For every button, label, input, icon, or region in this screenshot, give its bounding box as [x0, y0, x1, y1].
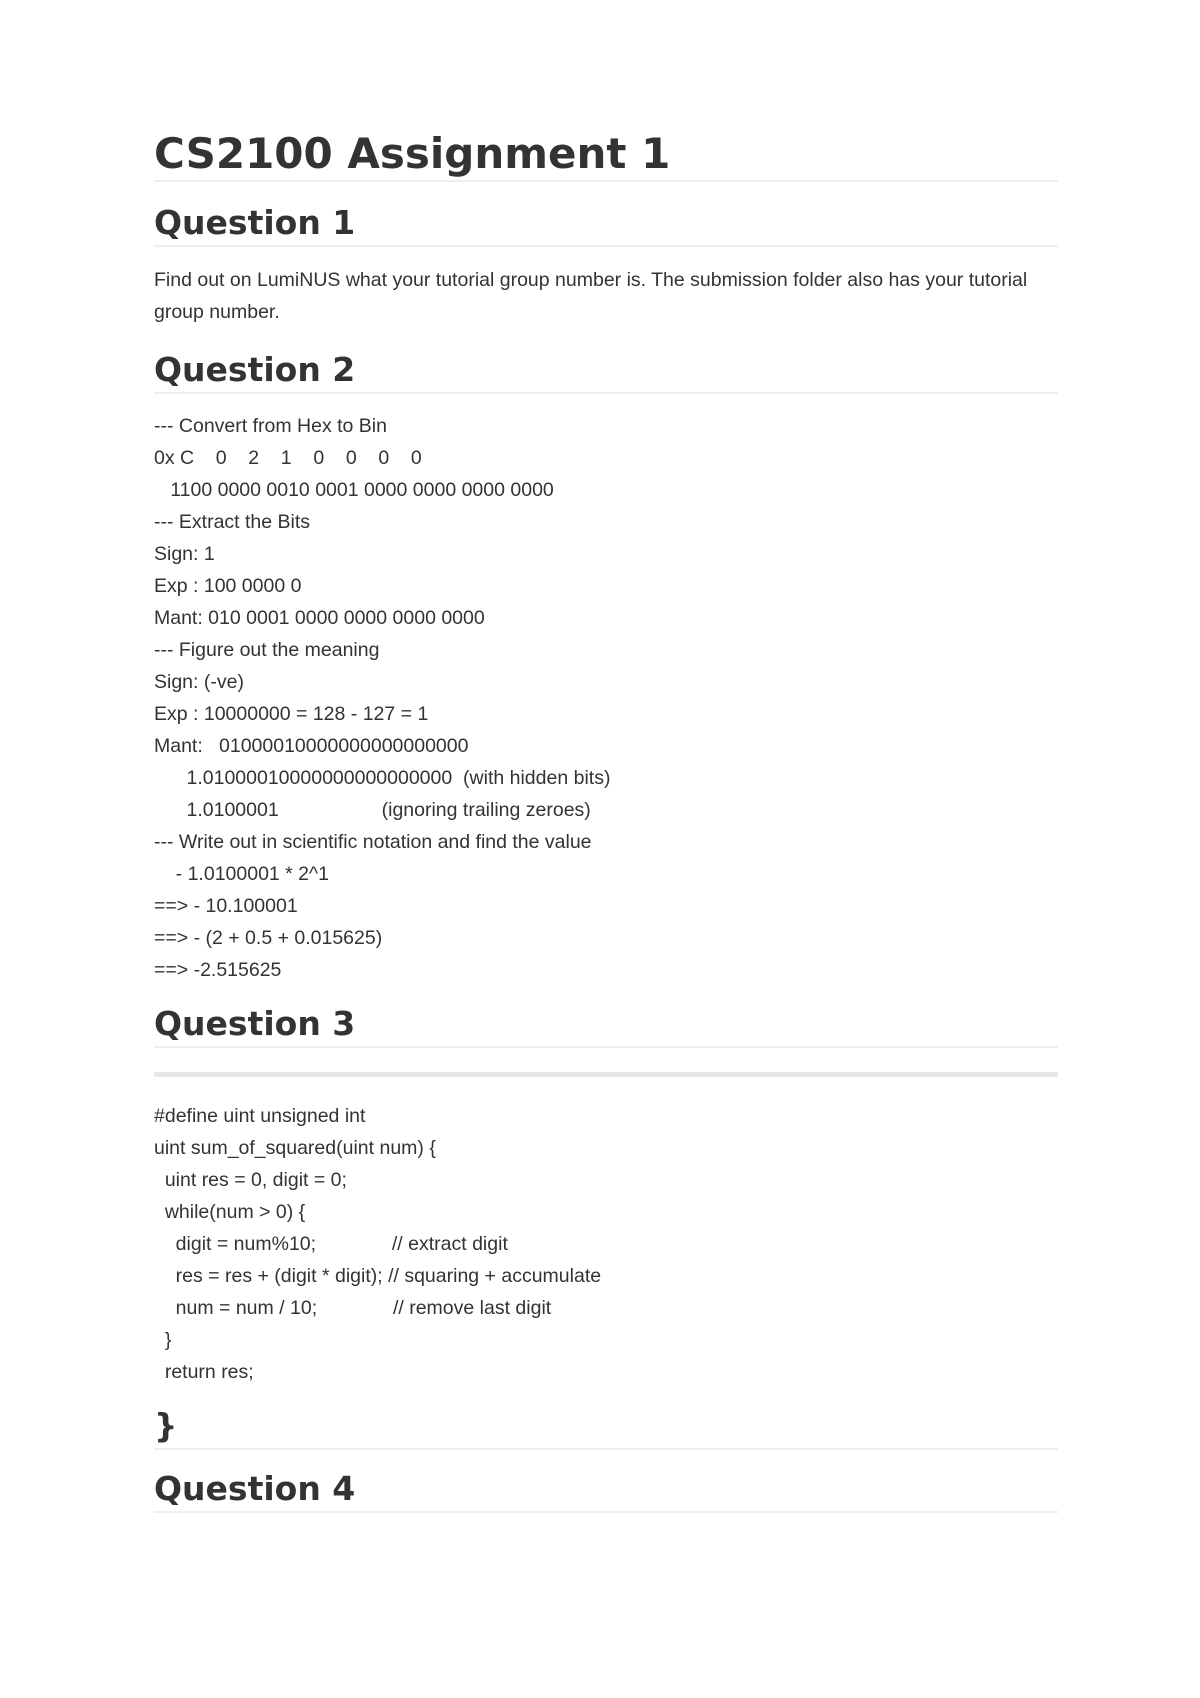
code-line: uint res = 0, digit = 0;	[154, 1169, 347, 1191]
answer-line: ==> - (2 + 0.5 + 0.015625)	[154, 927, 383, 949]
code-line: num = num / 10; // remove last digit	[154, 1297, 552, 1319]
question-2-divider	[154, 392, 1058, 394]
answer-line: Exp : 10000000 = 128 - 127 = 1	[154, 703, 429, 725]
answer-line: Sign: 1	[154, 543, 215, 565]
code-line: #define uint unsigned int	[154, 1105, 366, 1127]
code-line: digit = num%10; // extract digit	[154, 1233, 508, 1255]
question-4-heading: Question 4	[154, 1469, 356, 1508]
code-line: res = res + (digit * digit); // squaring + accumulate	[154, 1265, 602, 1287]
code-block-rule	[154, 1072, 1058, 1077]
code-line: uint sum_of_squared(uint num) {	[154, 1137, 436, 1159]
question-2-heading: Question 2	[154, 350, 356, 389]
question-1-divider	[154, 245, 1058, 247]
code-closing-brace: }	[154, 1406, 178, 1445]
question-2-answer	[154, 410, 610, 986]
page-title: CS2100 Assignment 1	[154, 129, 671, 178]
question-3-code	[154, 1100, 601, 1388]
question-4-divider	[154, 1511, 1058, 1513]
question-1-heading: Question 1	[154, 203, 356, 242]
answer-line: ==> - 10.100001	[154, 895, 298, 917]
answer-line: 1.0100001 (ignoring trailing zeroes)	[154, 799, 591, 821]
question-3-heading: Question 3	[154, 1004, 356, 1043]
title-divider	[154, 180, 1058, 182]
answer-line: Mant: 01000010000000000000000	[154, 735, 469, 757]
answer-line: ==> -2.515625	[154, 959, 282, 981]
code-line: return res;	[154, 1361, 254, 1383]
code-line: while(num > 0) {	[154, 1201, 306, 1223]
answer-line: Sign: (-ve)	[154, 671, 244, 693]
answer-line: Mant: 010 0001 0000 0000 0000 0000	[154, 607, 485, 629]
answer-line: 1100 0000 0010 0001 0000 0000 0000 0000	[154, 479, 554, 501]
answer-line: 0x C 0 2 1 0 0 0 0	[154, 447, 422, 469]
answer-line: - 1.0100001 * 2^1	[154, 863, 330, 885]
answer-line: --- Figure out the meaning	[154, 639, 380, 661]
answer-line: Exp : 100 0000 0	[154, 575, 302, 597]
code-closing-divider	[154, 1448, 1058, 1450]
question-1-text: Find out on LumiNUS what your tutorial group number is. The submission folder also has your tutorial group number.	[154, 269, 1028, 323]
answer-line: --- Extract the Bits	[154, 511, 311, 533]
answer-line: --- Convert from Hex to Bin	[154, 415, 387, 437]
question-3-divider	[154, 1046, 1058, 1048]
answer-line: --- Write out in scientific notation and find the value	[154, 831, 592, 853]
code-line: }	[154, 1329, 172, 1351]
answer-line: 1.01000010000000000000000 (with hidden bits)	[154, 767, 611, 789]
